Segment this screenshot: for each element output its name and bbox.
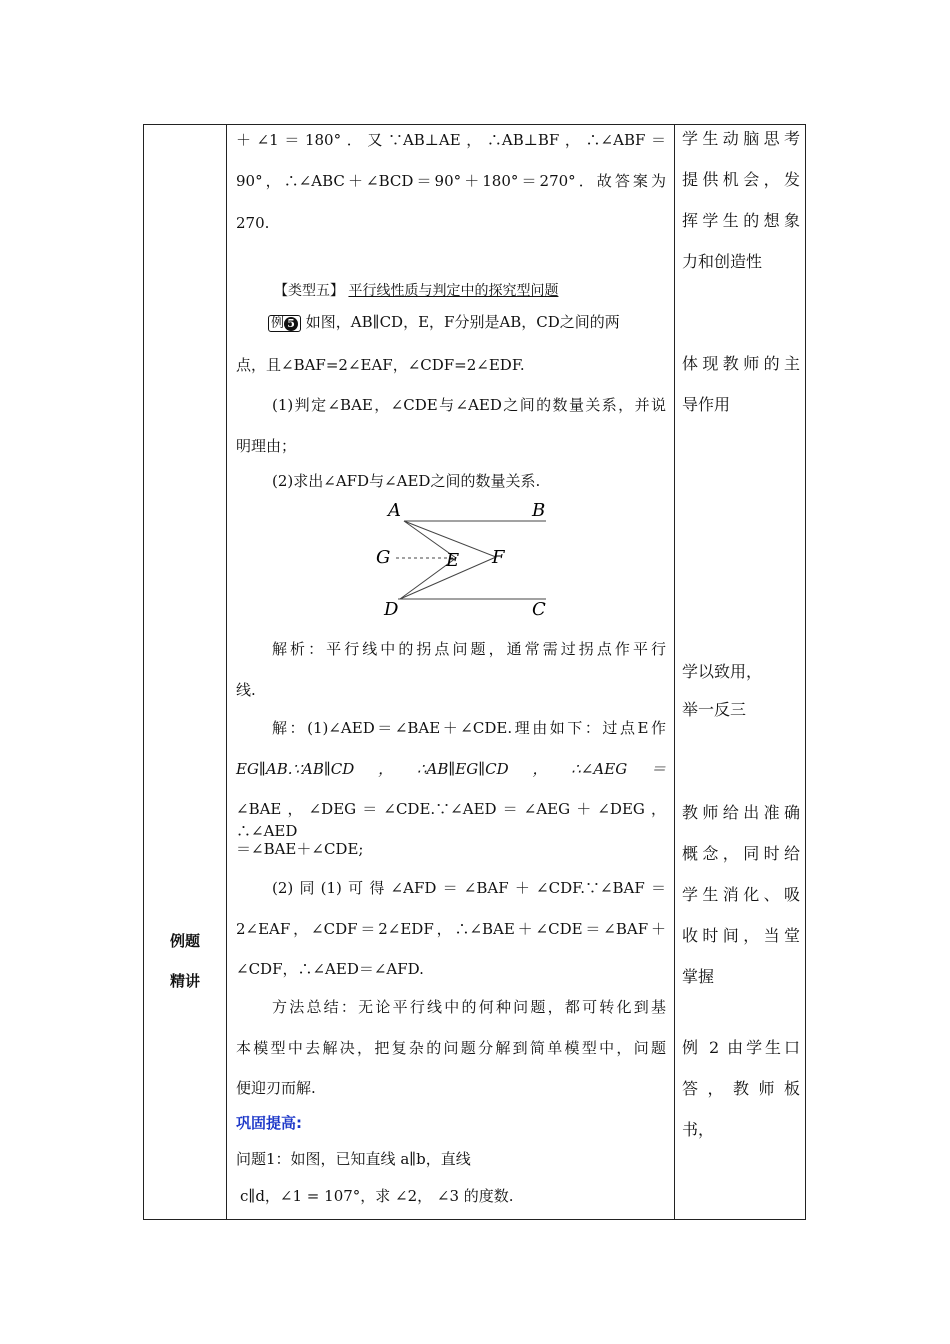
label-f: F xyxy=(492,547,505,568)
practice-line: c∥d，∠1 = 107°，求 ∠2， ∠3 的度数. xyxy=(240,1187,514,1205)
note-line: 掌握 xyxy=(682,967,715,986)
type-title: 平行线性质与判定中的探究型问题 xyxy=(348,283,559,299)
column-divider-2 xyxy=(674,125,675,1219)
note-line: 学以致用， xyxy=(682,662,763,681)
question-2: (2)求出∠AFD与∠AED之间的数量关系. xyxy=(272,472,541,490)
example-badge: 例 5 xyxy=(268,315,301,332)
label-d: D xyxy=(384,599,399,619)
example-line: 点，且∠BAF=2∠EAF，∠CDF=2∠EDF. xyxy=(236,356,525,374)
label-b: B xyxy=(532,500,546,521)
note-line: 体现教师的主 xyxy=(682,354,800,373)
solution-line: ∠BAE，∠DEG＝∠CDE.∵∠AED＝∠AEG＋∠DEG，∴∠AED xyxy=(236,800,666,840)
note-line: 答，教师板 xyxy=(682,1079,800,1098)
consolidate-heading: 巩固提高: xyxy=(236,1114,302,1132)
solution-line: (2)同(1)可得∠AFD＝∠BAF＋∠CDF.∵∠BAF＝ xyxy=(272,879,666,897)
label-e: E xyxy=(446,550,460,571)
note-line: 导作用 xyxy=(682,395,731,414)
summary-line: 便迎刃而解. xyxy=(236,1079,316,1097)
note-line: 挥学生的想象 xyxy=(682,211,800,230)
type-heading xyxy=(274,280,558,302)
solution-line: EG∥AB.∵AB∥CD，∴AB∥EG∥CD，∴∠AEG＝ xyxy=(236,760,666,778)
summary-line: 方法总结：无论平行线中的何种问题，都可转化到基 xyxy=(272,998,666,1016)
question-1: (1)判定∠BAE，∠CDE与∠AED之间的数量关系，并说 xyxy=(272,396,666,414)
summary-line: 本模型中去解决，把复杂的问题分解到简单模型中，问题 xyxy=(236,1039,666,1057)
type-tag: 【类型五】 xyxy=(274,283,344,299)
geometry-figure xyxy=(376,499,566,619)
note-line: 举一反三 xyxy=(682,700,747,719)
label-g: G xyxy=(376,547,391,568)
note-line: 例 2 由学生口 xyxy=(682,1038,800,1057)
analysis-line: 线. xyxy=(236,681,256,699)
solution-line: 90°，∴∠ABC＋∠BCD＝90°＋180°＝270°．故答案为 xyxy=(236,172,666,190)
practice-line: 问题1：如图，已知直线 a∥b，直线 xyxy=(236,1150,471,1168)
label-a: A xyxy=(388,500,401,521)
note-line: 提供机会，发 xyxy=(682,170,800,189)
category-cell: 例题 精讲 xyxy=(169,932,200,990)
lesson-table xyxy=(143,124,806,1220)
solution-line: 解：(1)∠AED＝∠BAE＋∠CDE.理由如下：过点E作 xyxy=(272,719,666,737)
solution-line: ＋∠1＝180°．又∵AB⊥AE，∴AB⊥BF，∴∠ABF＝ xyxy=(236,131,666,149)
note-line: 概念，同时给 xyxy=(682,844,800,863)
solution-line: 2∠EAF，∠CDF＝2∠EDF，∴∠BAE＋∠CDE＝∠BAF＋ xyxy=(236,920,666,938)
note-line: 收时间，当堂 xyxy=(682,926,800,945)
note-line: 教师给出准确 xyxy=(682,803,800,822)
label-c: C xyxy=(532,599,546,619)
column-divider-1 xyxy=(226,125,227,1219)
note-line: 力和创造性 xyxy=(682,252,763,271)
solution-line: ＝∠BAE＋∠CDE; xyxy=(236,840,364,858)
question-1-cont: 明理由； xyxy=(236,437,297,455)
analysis-line: 解析：平行线中的拐点问题，通常需过拐点作平行 xyxy=(272,640,666,658)
example-line: 例 5 如图，AB∥CD，E，F分别是AB，CD之间的两 xyxy=(268,311,666,333)
solution-line: 270. xyxy=(236,214,270,232)
note-line: 学生消化、吸 xyxy=(682,885,800,904)
solution-line: ∠CDF，∴∠AED＝∠AFD. xyxy=(236,960,424,978)
note-line: 书， xyxy=(682,1120,715,1139)
note-line: 学生动脑思考 xyxy=(682,129,800,148)
